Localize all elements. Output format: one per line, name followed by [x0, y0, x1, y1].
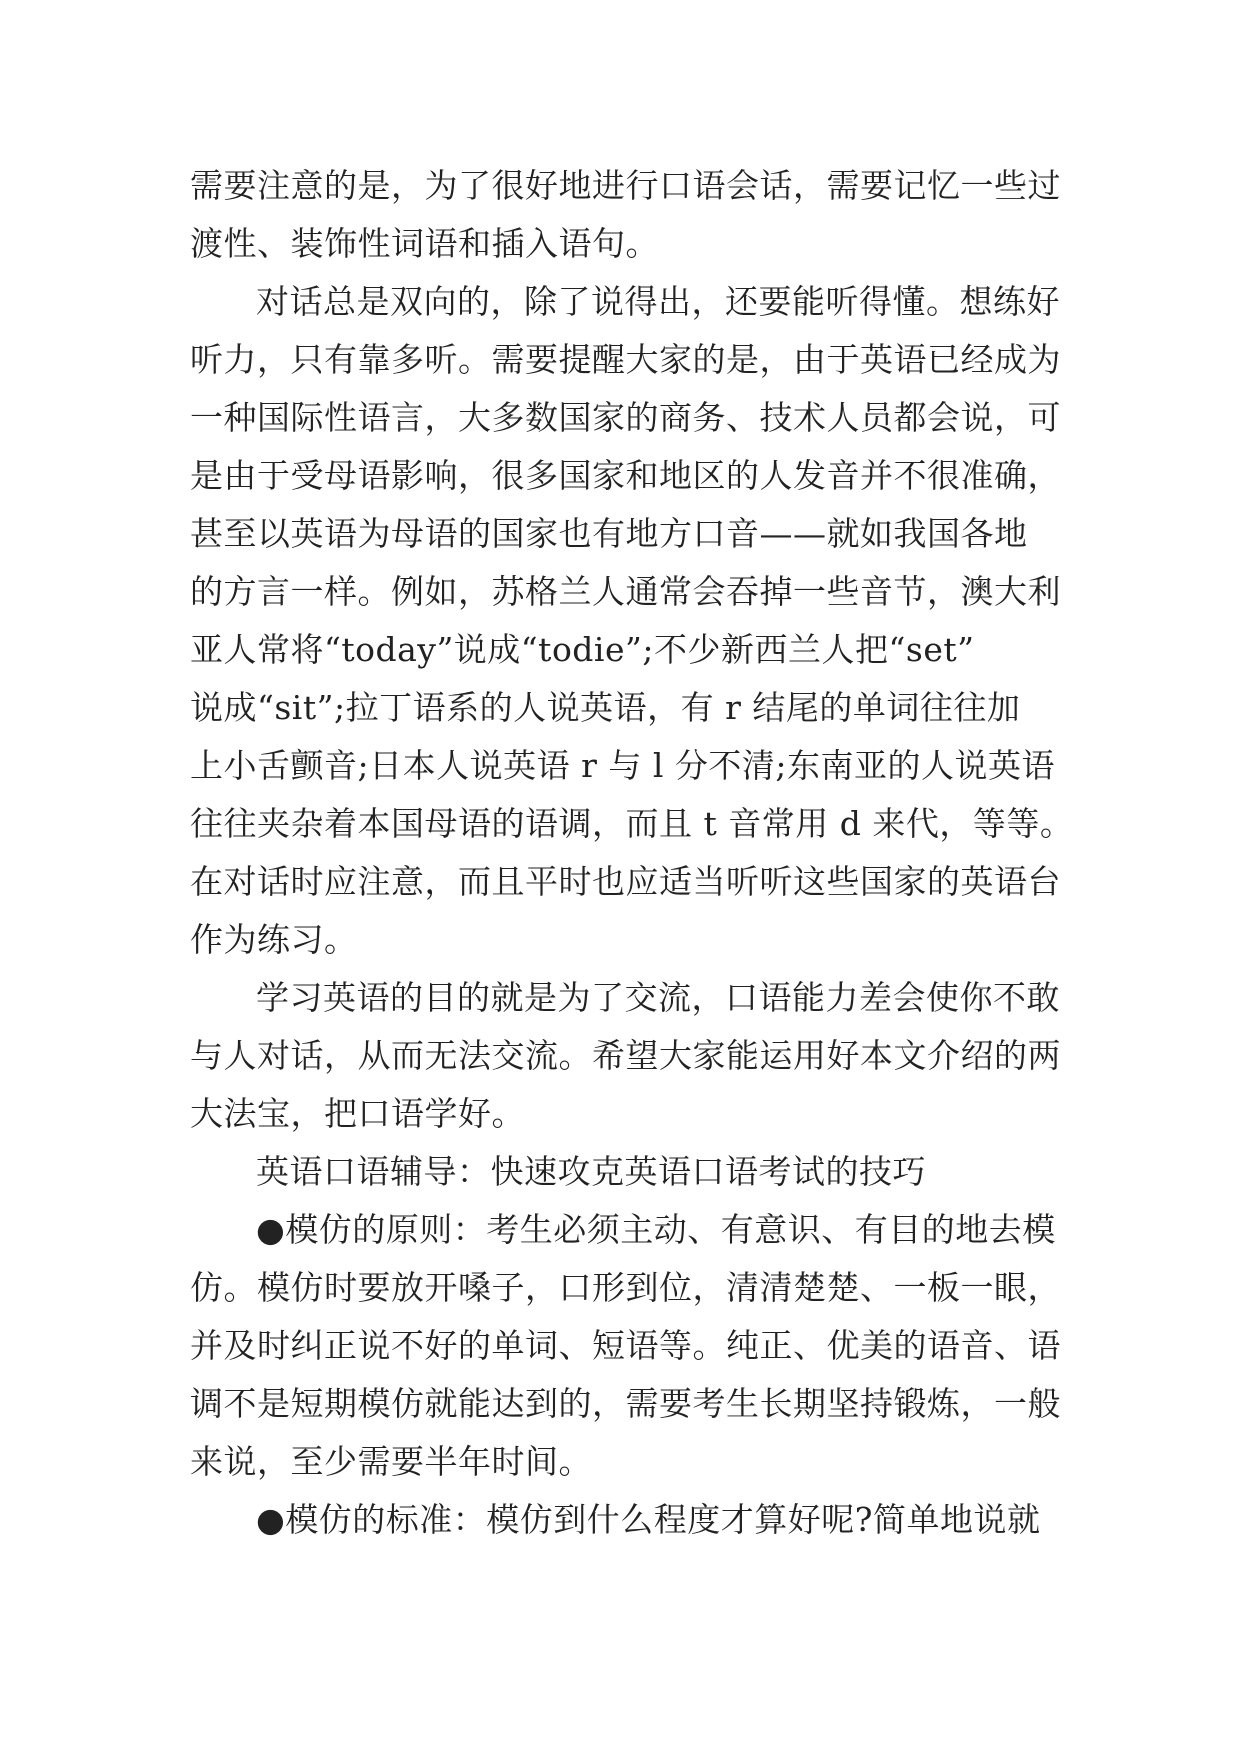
paragraph-start-line: 学习英语的目的就是为了交流，口语能力差会使你不敢 — [256, 978, 1060, 1017]
text-line: 在对话时应注意，而且平时也应适当听听这些国家的英语台 — [190, 862, 1061, 901]
text-line: 往往夹杂着本国母语的语调，而且 t 音常用 d 来代，等等。 — [190, 804, 1074, 843]
text-line: 一种国际性语言，大多数国家的商务、技术人员都会说，可 — [190, 398, 1061, 437]
section-heading: 英语口语辅导：快速攻克英语口语考试的技巧 — [256, 1152, 926, 1191]
body-text — [190, 157, 1074, 1549]
text-line: 作为练习。 — [190, 920, 358, 959]
text-line: 调不是短期模仿就能达到的，需要考生长期坚持锻炼，一般 — [190, 1384, 1061, 1423]
text-line: 的方言一样。例如，苏格兰人通常会吞掉一些音节，澳大利 — [190, 572, 1061, 611]
text-line: 与人对话，从而无法交流。希望大家能运用好本文介绍的两 — [190, 1036, 1061, 1075]
text-line: 渡性、装饰性词语和插入语句。 — [190, 224, 659, 263]
text-line: 亚人常将“today”说成“todie”;不少新西兰人把“set” — [190, 630, 975, 669]
text-line: 甚至以英语为母语的国家也有地方口音——就如我国各地 — [190, 514, 1028, 553]
text-line: 需要注意的是，为了很好地进行口语会话，需要记忆一些过 — [190, 166, 1061, 205]
text-line: 是由于受母语影响，很多国家和地区的人发音并不很准确， — [190, 456, 1061, 495]
text-line: 说成“sit”;拉丁语系的人说英语，有 r 结尾的单词往往加 — [190, 688, 1021, 727]
text-line: 上小舌颤音;日本人说英语 r 与 l 分不清;东南亚的人说英语 — [190, 746, 1056, 785]
text-line: 听力，只有靠多听。需要提醒大家的是，由于英语已经成为 — [190, 340, 1061, 379]
bullet-line: ●模仿的原则：考生必须主动、有意识、有目的地去模 — [256, 1210, 1056, 1249]
text-line: 并及时纠正说不好的单词、短语等。纯正、优美的语音、语 — [190, 1326, 1061, 1365]
text-line: 仿。模仿时要放开嗓子，口形到位，清清楚楚、一板一眼， — [190, 1268, 1061, 1307]
bullet-line: ●模仿的标准：模仿到什么程度才算好呢?简单地说就 — [256, 1500, 1041, 1539]
paragraph-start-line: 对话总是双向的，除了说得出，还要能听得懂。想练好 — [256, 282, 1060, 321]
text-line: 大法宝，把口语学好。 — [190, 1094, 525, 1133]
text-line: 来说，至少需要半年时间。 — [190, 1442, 592, 1481]
